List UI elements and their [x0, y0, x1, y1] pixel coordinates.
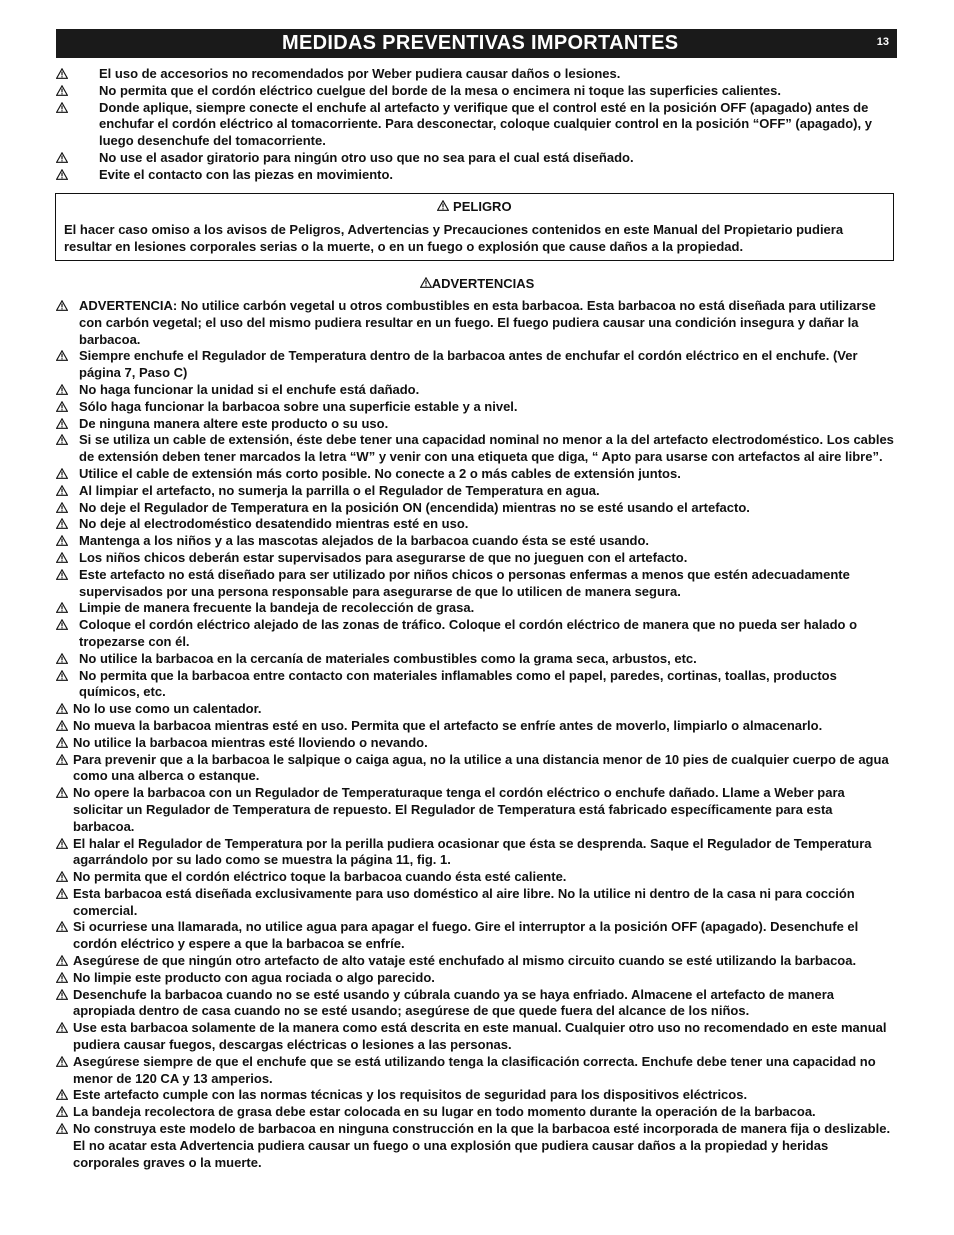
- page-title: MEDIDAS PREVENTIVAS IMPORTANTES: [282, 32, 679, 54]
- list-item: [56, 836, 896, 870]
- danger-heading: [56, 200, 893, 214]
- list-item-text: Asegúrese de que ningún otro artefacto de alto vataje esté enchufado al mismo circuito cuando se esté utilizando la barbacoa.: [73, 953, 857, 969]
- warning-triangle-icon: [56, 300, 68, 311]
- list-item: [56, 1087, 896, 1104]
- warning-triangle-icon: [56, 602, 68, 613]
- list-item-text: No permita que el cordón eléctrico cuelgue del borde de la mesa o encimera ni toque las superficies calientes.: [99, 82, 781, 98]
- warning-triangle-icon: [56, 838, 68, 849]
- list-item: [56, 167, 897, 184]
- warning-triangle-icon: [56, 169, 68, 180]
- list-item-text: De ninguna manera altere este producto o su uso.: [79, 415, 389, 431]
- warning-triangle-icon: [56, 569, 68, 580]
- list-item-text: El halar el Regulador de Temperatura por la perilla pudiera ocasionar que ésta se desprenda. Saque el Regulador de Temperatura agarrándolo por su lado como se muestra la página 11, fig. 1.: [73, 835, 872, 868]
- list-item: [56, 399, 896, 416]
- list-item: [56, 1121, 896, 1171]
- warning-triangle-icon: [56, 152, 68, 163]
- warning-triangle-icon: [56, 68, 68, 79]
- list-item: [56, 987, 896, 1021]
- section-header-bar: [56, 29, 897, 58]
- warning-triangle-icon: [56, 737, 68, 748]
- warning-triangle-icon: [56, 871, 68, 882]
- list-item-text: Este artefacto cumple con las normas técnicas y los requisitos de seguridad para los dispositivos eléctricos.: [73, 1087, 748, 1103]
- warning-triangle-icon: [56, 972, 68, 983]
- warning-triangle-icon: [56, 350, 68, 361]
- warning-triangle-icon: [56, 754, 68, 765]
- list-item-text: No utilice la barbacoa mientras esté lloviendo o nevando.: [73, 734, 428, 750]
- list-item-text: No mueva la barbacoa mientras esté en uso. Permita que el artefacto se enfríe antes de moverlo, limpiarlo o almacenarlo.: [73, 717, 823, 733]
- list-item: [56, 718, 896, 735]
- warnings-list: [56, 298, 896, 1171]
- list-item: [56, 567, 896, 601]
- list-item-text: Donde aplique, siempre conecte el enchufe al artefacto y verifique que el control esté en la posición OFF (apagado) antes de enchufar el cordón eléctrico al tomacorriente. Para desconectar, coloque cualquier control en la posición “OFF” (apagado), y luego desenchufe del tomacorriente.: [99, 99, 872, 149]
- list-item-text: Use esta barbacoa solamente de la manera como está descrita en este manual. Cualquier otro uso no recomendado en este manual pudiera causar fuegos, descargas eléctricas o lesiones a las personas.: [73, 1020, 887, 1053]
- warning-triangle-icon: [56, 720, 68, 731]
- warning-triangle-icon: [56, 1106, 68, 1117]
- warning-triangle-icon: [437, 200, 449, 211]
- list-item: [56, 701, 896, 718]
- warnings-heading: [0, 276, 954, 291]
- warning-triangle-icon: [56, 418, 68, 429]
- warning-triangle-icon: [56, 102, 68, 113]
- list-item-text: No opere la barbacoa con un Regulador de Temperaturaque tenga el cordón eléctrico o enchufe dañado. Llame a Weber para solicitar un Regulador de Temperatura de repuesto. El Regulador de Temperatura está fabricado específicamente para esta barbacoa.: [73, 785, 845, 834]
- warning-triangle-icon: [56, 518, 68, 529]
- list-item: [56, 466, 896, 483]
- list-item: [56, 1104, 896, 1121]
- list-item: [56, 516, 896, 533]
- warning-triangle-icon: [56, 434, 68, 445]
- warning-triangle-icon: [56, 85, 68, 96]
- list-item: [56, 533, 896, 550]
- warning-triangle-icon: [56, 401, 68, 412]
- list-item-text: No use el asador giratorio para ningún otro uso que no sea para el cual está diseñado.: [99, 149, 634, 165]
- list-item: [56, 752, 896, 786]
- warning-triangle-icon: [56, 653, 68, 664]
- list-item-text: Mantenga a los niños y a las mascotas alejados de la barbacoa cuando ésta se esté usando.: [79, 533, 650, 549]
- list-item: [56, 298, 896, 348]
- warning-triangle-icon: [56, 989, 68, 1000]
- list-item-text: No permita que la barbacoa entre contacto con materiales inflamables como el papel, paredes, cortinas, toallas, productos químicos, etc.: [79, 667, 837, 700]
- list-item: [56, 668, 896, 702]
- list-item-text: Siempre enchufe el Regulador de Temperatura dentro de la barbacoa antes de enchufar el cordón eléctrico en el enchufe. (Ver página 7, Paso C): [79, 348, 858, 381]
- warning-triangle-icon: [56, 619, 68, 630]
- list-item-text: Coloque el cordón eléctrico alejado de las zonas de tráfico. Coloque el cordón eléctrico de manera que no pueda ser halado o tropezarse con él.: [79, 617, 858, 649]
- list-item-text: Limpie de manera frecuente la bandeja de recolección de grasa.: [79, 600, 475, 616]
- list-item: [56, 348, 896, 382]
- list-item-text: Evite el contacto con las piezas en movimiento.: [99, 166, 394, 182]
- list-item-text: Si se utiliza un cable de extensión, éste debe tener una capacidad nominal no menor a la del artefacto electrodoméstico. Los cables de extensión deben tener marcados la letra “W” y venir con una etiqueta que diga, “ Apto para usarse con artefactos al aire libre”.: [79, 432, 894, 465]
- list-item: [56, 66, 897, 83]
- list-item: [56, 500, 896, 517]
- list-item-text: Esta barbacoa está diseñada exclusivamente para uso doméstico al aire libre. No la utilice ni dentro de la casa ni para cocción comercial.: [73, 885, 855, 918]
- warning-triangle-icon: [56, 955, 68, 966]
- list-item-text: Sólo haga funcionar la barbacoa sobre una superficie estable y a nivel.: [79, 398, 518, 414]
- list-item-text: No haga funcionar la unidad si el enchufe está dañado.: [79, 381, 420, 397]
- list-item: [56, 483, 896, 500]
- warning-triangle-icon: [56, 888, 68, 899]
- list-item-text: Este artefacto no está diseñado para ser utilizado por niños chicos o personas enfermas a menos que estén adecuadamente supervisados por una persona responsable para asegurarse de que lo utilicen de manera segura.: [79, 566, 850, 599]
- list-item-text: El uso de accesorios no recomendados por Weber pudiera causar daños o lesiones.: [99, 66, 621, 81]
- list-item: [56, 382, 896, 399]
- list-item-text: No utilice la barbacoa en la cercanía de materiales combustibles como la grama seca, arbustos, etc.: [79, 650, 697, 666]
- warning-triangle-icon: [420, 277, 432, 288]
- list-item: [56, 735, 896, 752]
- warnings-title: ADVERTENCIAS: [431, 276, 535, 291]
- list-item-text: La bandeja recolectora de grasa debe estar colocada en su lugar en todo momento durante la operación de la barbacoa.: [73, 1104, 816, 1120]
- list-item: [56, 617, 896, 651]
- warning-triangle-icon: [56, 670, 68, 681]
- warning-triangle-icon: [56, 502, 68, 513]
- intro-safety-list: [56, 66, 897, 184]
- page-number: 13: [876, 36, 889, 48]
- list-item: [56, 970, 896, 987]
- list-item: [56, 869, 896, 886]
- list-item-text: No lo use como un calentador.: [73, 701, 262, 717]
- list-item: [56, 83, 897, 100]
- list-item: [56, 886, 896, 920]
- list-item-text: Para prevenir que a la barbacoa le salpique o caiga agua, no la utilice a una distancia menor de 10 pies de cualquier cuerpo de agua como una alberca o estanque.: [73, 751, 889, 784]
- list-item: [56, 416, 896, 433]
- list-item: [56, 432, 896, 466]
- list-item-text: Asegúrese siempre de que el enchufe que se está utilizando tenga la clasificación correcta. Enchufe debe tener una capacidad no menor de 120 CA y 13 amperios.: [73, 1053, 876, 1086]
- list-item: [56, 100, 897, 150]
- list-item: [56, 953, 896, 970]
- list-item: [56, 1020, 896, 1054]
- warning-triangle-icon: [56, 384, 68, 395]
- list-item-text: No construya este modelo de barbacoa en ninguna construcción en la que la barbacoa esté incorporada de manera fija o deslizable. El no acatar esta Advertencia pudiera causar un fuego o una explosión que pudiera causar daños a la propiedad y heridas corporales graves o la muerte.: [73, 1121, 891, 1170]
- warning-triangle-icon: [56, 552, 68, 563]
- warning-triangle-icon: [56, 1089, 68, 1100]
- danger-box: [55, 193, 894, 261]
- list-item: [56, 785, 896, 835]
- warning-triangle-icon: [56, 1123, 68, 1134]
- warning-triangle-icon: [56, 468, 68, 479]
- list-item-text: Desenchufe la barbacoa cuando no se esté usando y cúbrala cuando ya se haya enfriado. Almacene el artefacto de manera apropiada dentro de casa cuando no se esté usando; asegúrese de que quede fuera del alcance de los niños.: [73, 986, 835, 1019]
- list-item-text: Los niños chicos deberán estar supervisados para asegurarse de que no jueguen con el artefacto.: [79, 549, 688, 565]
- list-item-text: No deje el Regulador de Temperatura en la posición ON (encendida) mientras no se esté usando el artefacto.: [79, 499, 750, 515]
- list-item-text: Utilice el cable de extensión más corto posible. No conecte a 2 o más cables de extensión juntos.: [79, 465, 681, 481]
- warning-triangle-icon: [56, 485, 68, 496]
- list-item-text: No deje al electrodoméstico desatendido mientras esté en uso.: [79, 516, 469, 532]
- danger-body: El hacer caso omiso a los avisos de Peligros, Advertencias y Precauciones contenidos en este Manual del Propietario pudiera resultar en lesiones corporales serias o la muerte, o en un fuego o explosión que cause daños a la propiedad.: [64, 222, 844, 254]
- list-item: [56, 600, 896, 617]
- warning-triangle-icon: [56, 1022, 68, 1033]
- list-item-text: No limpie este producto con agua rociada o algo parecido.: [73, 969, 435, 985]
- warning-triangle-icon: [56, 703, 68, 714]
- list-item: [56, 150, 897, 167]
- list-item-text: ADVERTENCIA: No utilice carbón vegetal u otros combustibles en esta barbacoa. Esta barbacoa no está diseñada para utilizarse con carbón vegetal; el uso del mismo pudiera resultar en un fuego. El fuego pudiera causar una condición insegura y dañar la barbacoa.: [79, 298, 876, 347]
- warning-triangle-icon: [56, 535, 68, 546]
- warning-triangle-icon: [56, 1056, 68, 1067]
- warning-triangle-icon: [56, 787, 68, 798]
- list-item: [56, 550, 896, 567]
- list-item: [56, 1054, 896, 1088]
- list-item-text: Al limpiar el artefacto, no sumerja la parrilla o el Regulador de Temperatura en agua.: [79, 482, 600, 498]
- list-item-text: Si ocurriese una llamarada, no utilice agua para apagar el fuego. Gire el interruptor a la posición OFF (apagado). Desenchufe el cordón eléctrico y espere a que la barbacoa se enfríe.: [73, 919, 859, 952]
- danger-title: PELIGRO: [453, 199, 512, 214]
- list-item: [56, 919, 896, 953]
- warning-triangle-icon: [56, 921, 68, 932]
- list-item: [56, 651, 896, 668]
- list-item-text: No permita que el cordón eléctrico toque la barbacoa cuando ésta esté caliente.: [73, 869, 567, 885]
